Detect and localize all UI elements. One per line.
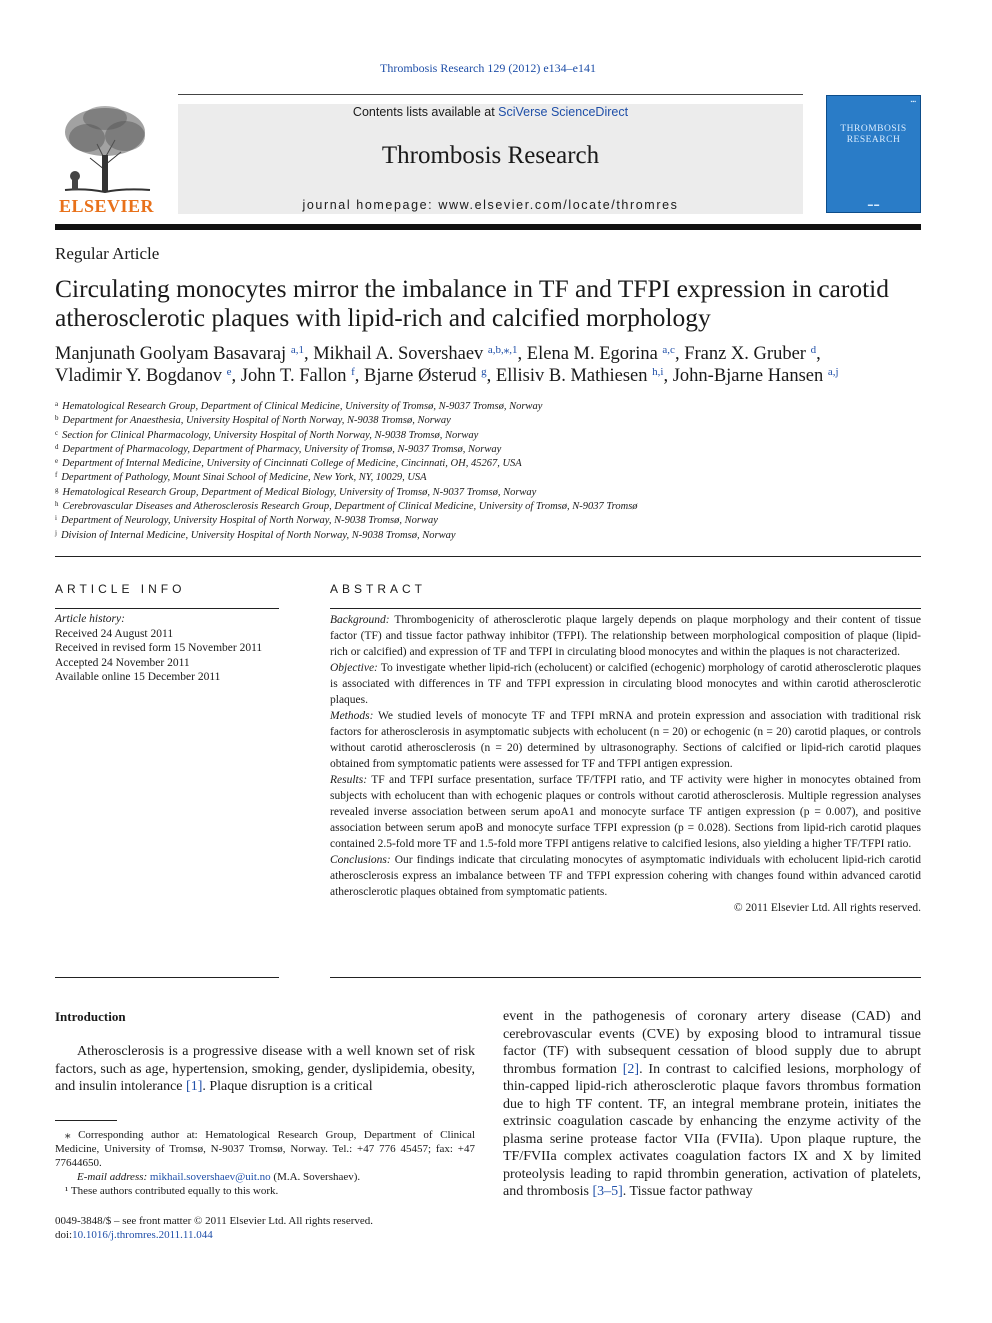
affiliation-key: c	[55, 428, 59, 437]
abstract-section-label: Background:	[330, 614, 390, 626]
journal-homepage	[178, 198, 803, 212]
elsevier-wordmark: ELSEVIER	[58, 196, 155, 216]
author-affiliation-marker[interactable]: a,c	[662, 344, 675, 356]
equal-contribution-note: ¹ These authors contributed equally to this work.	[65, 1185, 279, 1197]
right-text-2: . In contrast to calcified lesions, morphology of thin-capped lipid-rich atherosclerotic plaque favors thrombus formation due to high TF content. TF, an integral membrane protein, initiates the extrinsic coagulation cascade by enhancing the enzyme activity of the plasma serine protease factor VIIa (FVIIa). Upon plaque rupture, the TF/FVIIa complex activates coagulation factors IX and X by limited proteolysis leading to rapid thrombin generation, activation of platelets, and thrombosis	[503, 1061, 921, 1199]
affiliation-key: b	[55, 414, 59, 423]
footnote-rule	[55, 1120, 117, 1121]
affiliation-text: Department of Internal Medicine, University of Cincinnati College of Medicine, Cincinnati, OH, 45267, USA	[62, 458, 522, 470]
affiliation-text: Department of Pharmacology, Department of Pharmacy, University of Tromsø, N-9037 Tromsø, Norway	[62, 443, 502, 455]
author-separator: ,	[517, 344, 527, 364]
email-label: E-mail address:	[77, 1171, 148, 1183]
abstract-section-text: Thrombogenicity of atherosclerotic plaque largely depends on plaque morphology and their content of tissue factor (TF) and tissue factor pathway inhibitor (TFPI). The relationship between morphological composition of plaque (lipid-rich or calcified) and expression of TF and TFPI in circulating blood monocytes and within the plaques is not characterized.	[330, 614, 921, 658]
abstract-body	[330, 612, 921, 916]
sciencedirect-link[interactable]: SciVerse ScienceDirect	[498, 105, 629, 119]
abstract-section-label: Results:	[330, 774, 368, 786]
affiliation-item	[55, 443, 925, 457]
email-suffix: (M.A. Sovershaev).	[270, 1171, 361, 1183]
issn-doi-block	[55, 1214, 475, 1242]
author-affiliation-marker[interactable]: a,b,⁎,1	[487, 344, 518, 356]
author-name[interactable]: Vladimir Y. Bogdanov	[55, 366, 227, 386]
affiliation-text: Hematological Research Group, Department of Medical Biology, University of Tromsø, N-9037 Tromsø, Norway	[62, 486, 537, 498]
abstract-section-text: We studied levels of monocyte TF and TFPI mRNA and protein expression and association with traditional risk factors for atherosclerosis in asymptomatic subjects with echolucent (n = 20) or echogenic (n = 20) carotid plaques, or controls without carotid atherosclerosis (n = 20) determined by ultrasonography. Sections of calcified or lipid-rich carotid plaques obtained from symptomatic patients were assessed for TF and TFPI antigen expression.	[330, 710, 921, 770]
author-name[interactable]: Manjunath Goolyam Basavaraj	[55, 344, 291, 364]
affiliation-key: e	[55, 457, 59, 466]
affiliation-text: Department of Neurology, University Hospital of North Norway, N-9038 Tromsø, Norway	[60, 515, 438, 527]
author-separator: ,	[816, 344, 821, 364]
abstract-copyright: © 2011 Elsevier Ltd. All rights reserved.	[733, 902, 921, 914]
author-separator: ,	[231, 366, 241, 386]
affiliation-text: Department for Anaesthesia, University Hospital of North Norway, N-9038 Tromsø, Norway	[62, 415, 451, 427]
right-text-1: event in the pathogenesis of coronary artery disease (CAD) and cerebrovascular events (CVE) by exposing blood to intramural tissue factor (TF) with subsequent cessation of blood supply due to abrupt thrombus formation	[503, 1009, 921, 1077]
abstract-section	[330, 660, 921, 708]
author-affiliation-marker[interactable]: g	[481, 366, 487, 378]
abstract-section-label: Objective:	[330, 662, 378, 674]
right-text-3: . Tissue factor pathway	[622, 1184, 753, 1199]
affiliation-item	[55, 400, 925, 414]
author-affiliation-marker[interactable]: f	[351, 366, 355, 378]
title-divider	[55, 556, 921, 557]
affiliation-item	[55, 500, 925, 514]
history-item: Received in revised form 15 November 2011	[55, 642, 263, 654]
article-history	[55, 612, 279, 685]
introduction-heading: Introduction	[55, 1009, 126, 1024]
abstract-section	[330, 772, 921, 852]
affiliation-item	[55, 414, 925, 428]
article-info-rule	[55, 608, 279, 609]
contents-availability	[178, 105, 803, 119]
affiliation-key: i	[55, 514, 57, 523]
journal-name: Thrombosis Research	[381, 142, 600, 169]
journal-citation[interactable]: Thrombosis Research 129 (2012) e134–e141	[380, 61, 596, 75]
affiliation-text: Cerebrovascular Diseases and Atherosclerosis Research Group, Department of Clinical Medicine, University of Tromsø, N-9037 Tromsø	[62, 501, 638, 513]
history-label: Article history:	[55, 613, 125, 625]
affiliation-item	[55, 486, 925, 500]
author-name[interactable]: Elena M. Egorina	[526, 344, 663, 364]
author-separator: ,	[486, 366, 496, 386]
affiliation-text: Department of Pathology, Mount Sinai School of Medicine, New York, NY, 10029, USA	[61, 472, 427, 484]
doi-label: doi:	[55, 1229, 73, 1241]
author-name[interactable]: John-Bjarne Hansen	[672, 366, 828, 386]
abstract-section-label: Methods:	[330, 710, 374, 722]
author-separator: ,	[354, 366, 365, 386]
affiliation-text: Section for Clinical Pharmacology, University Hospital of North Norway, N-9038 Tromsø, Norway	[62, 429, 479, 441]
email-note	[55, 1170, 475, 1184]
affiliation-key: j	[55, 528, 57, 537]
affiliation-item	[55, 429, 925, 443]
affiliation-key: a	[55, 400, 59, 408]
article-title: Circulating monocytes mirror the imbalance in TF and TFPI expression in carotid atherosclerotic plaques with lipid-rich and calcified morphology	[55, 274, 890, 332]
author-affiliation-marker[interactable]: a,1	[290, 344, 304, 356]
author-name[interactable]: Ellisiv B. Mathiesen	[495, 366, 653, 386]
ref-1-link[interactable]: [1]	[186, 1079, 203, 1094]
abstract-heading: ABSTRACT	[330, 582, 427, 596]
homepage-prefix: journal homepage:	[302, 198, 439, 212]
contents-prefix: Contents lists available at	[352, 105, 499, 119]
affiliation-text: Hematological Research Group, Department of Clinical Medicine, University of Tromsø, N-9037 Tromsø, Norway	[62, 401, 543, 412]
affiliation-text: Division of Internal Medicine, University Hospital of North Norway, N-9038 Tromsø, Norway	[60, 529, 456, 541]
intro-text-2: . Plaque disruption is a critical	[202, 1079, 373, 1094]
abstract-section-text: Our findings indicate that circulating monocytes of asymptomatic individuals with echolucent lipid-rich carotid atherosclerosis express an imbalance between TF and TFPI expression cohering with changes found within advanced carotid atherosclerotic plaques obtained from symptomatic patients.	[330, 854, 921, 898]
intro-text: Atherosclerosis is a progressive disease with a well known set of risk factors, such as age, hypertension, smoking, gender, dyslipidemia, obesity, and insulin intolerance	[55, 1044, 475, 1094]
issn-line: 0049-3848/$ – see front matter © 2011 Elsevier Ltd. All rights reserved.	[55, 1215, 374, 1227]
abstract-sections	[330, 612, 921, 900]
ref-2-link[interactable]: [2]	[622, 1061, 640, 1077]
journal-cover[interactable]	[826, 95, 921, 213]
author-name[interactable]: Bjarne Østerud	[364, 366, 482, 386]
author-name[interactable]: John T. Fallon	[240, 366, 352, 386]
author-affiliation-marker[interactable]: h,i	[652, 366, 664, 378]
abstract-section	[330, 852, 921, 900]
author-list	[55, 343, 925, 387]
affiliation-item	[55, 514, 925, 528]
cover-title-line2: RESEARCH	[846, 135, 901, 145]
cover-volume-mark: ▪▪▪	[910, 100, 916, 105]
author-affiliation-marker[interactable]: d	[810, 344, 817, 356]
cover-title	[827, 124, 920, 146]
article-info-heading: ARTICLE INFO	[55, 582, 186, 596]
article-type: Regular Article	[55, 244, 160, 263]
affiliation-list	[55, 400, 925, 543]
abstract-section-label: Conclusions:	[330, 854, 391, 866]
author-separator: ,	[674, 344, 685, 364]
author-separator: ,	[663, 366, 673, 386]
history-item: Available online 15 December 2011	[55, 671, 221, 683]
affiliation-key: h	[55, 500, 59, 509]
cover-footer-mark: ▬ ▬	[867, 203, 880, 208]
cover-title-line1: THROMBOSIS	[840, 124, 907, 134]
homepage-url[interactable]: www.elsevier.com/locate/thromres	[438, 198, 679, 212]
body-left-column	[55, 1043, 475, 1096]
abstract-section-text: To investigate whether lipid-rich (echolucent) or calcified (echogenic) morphology of carotid atherosclerotic plaques is associated with differences in TF and TFPI expression in circulating blood monocytes and within carotid atherosclerotic plaques.	[330, 662, 921, 706]
doi-line	[55, 1228, 475, 1242]
abstract-section	[330, 612, 921, 660]
abstract-section	[330, 708, 921, 772]
header-divider	[55, 224, 921, 230]
body-right-column	[503, 1008, 921, 1201]
author-separator: ,	[303, 344, 314, 364]
abstract-bottom-rule	[330, 977, 921, 978]
author-email-link[interactable]: mikhail.sovershaev@uit.no	[149, 1171, 271, 1183]
affiliation-key: d	[55, 442, 59, 451]
history-item: Received 24 August 2011	[55, 627, 174, 640]
author-affiliation-marker[interactable]: e	[226, 366, 232, 378]
abstract-rule	[330, 608, 921, 609]
history-item: Accepted 24 November 2011	[55, 656, 190, 669]
abstract-section-text: TF and TFPI surface presentation, surface TF/TFPI ratio, and TF activity were higher in monocytes obtained from subjects with echolucent than with echogenic plaques or controls without carotid atherosclerosis. Multiple regression analyses revealed inverse association between serum apoA1 and monocyte surface TF antigen expression (p = 0.007), and positive association between serum apoB and monocyte surface TFPI expression (p = 0.028). Sections from lipid-rich carotid plaques contained 2.5-fold more TF and 1.5-fold more TFPI antigens relative to calcified lesions, also yielding a higher TF/TFPI ratio.	[330, 774, 921, 850]
author-name[interactable]: Franz X. Gruber	[684, 344, 811, 364]
footnotes	[55, 1128, 475, 1198]
ref-3-5-link[interactable]: [3–5]	[592, 1184, 623, 1199]
author-name[interactable]: Mikhail A. Sovershaev	[313, 344, 488, 364]
affiliation-item	[55, 457, 925, 471]
affiliation-item	[55, 471, 925, 485]
history-list	[55, 627, 279, 685]
affiliation-key: f	[55, 471, 58, 480]
article-info-bottom-rule	[55, 977, 279, 978]
masthead-rule	[178, 94, 803, 95]
corresponding-author-note: ⁎ Corresponding author at: Hematological Research Group, Department of Clinical Medicine, University of Tromsø, N-9037 Tromsø, Norway. Tel.: +47 776 45457; fax: +47 77644650.	[55, 1129, 475, 1169]
affiliation-key: g	[55, 485, 59, 494]
author-affiliation-marker[interactable]: a,j	[827, 366, 839, 378]
doi-link[interactable]: 10.1016/j.thromres.2011.11.044	[72, 1229, 213, 1241]
affiliation-item	[55, 529, 925, 543]
